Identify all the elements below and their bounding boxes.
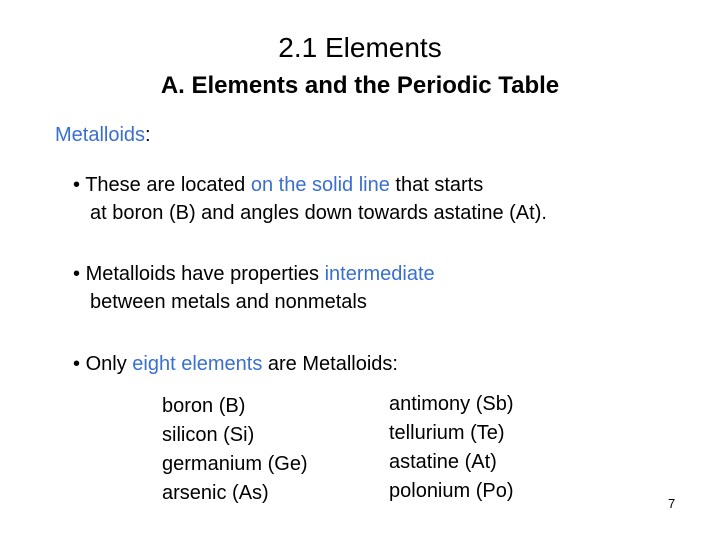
- bullet-count: [73, 350, 398, 378]
- bullet-count-text: Only: [80, 353, 133, 375]
- bullet-properties: [73, 260, 435, 316]
- page-number: 7: [668, 496, 676, 511]
- heading-label: Metalloids: [55, 124, 146, 146]
- list-item: boron (B): [162, 395, 246, 417]
- bullet-count-text-end: are Metalloids:: [262, 353, 398, 375]
- bullet-location-text: These are located: [80, 174, 251, 196]
- list-item: antimony (Sb): [389, 393, 514, 415]
- elements-list-right: [389, 390, 514, 506]
- slide-title: 2.1 Elements: [278, 32, 442, 63]
- bullet-count-line1: [73, 350, 398, 378]
- bullet-count-highlight: eight elements: [132, 353, 263, 375]
- bullet-location-text-end: that starts: [389, 174, 484, 196]
- elements-list-left: [162, 392, 308, 508]
- bullet-location: [73, 171, 547, 227]
- bullet-properties-line1: [73, 260, 435, 288]
- bullet-marker: •: [73, 174, 81, 196]
- bullet-marker: •: [73, 353, 81, 375]
- list-item: astatine (At): [389, 451, 497, 473]
- bullet-marker: •: [73, 263, 81, 285]
- list-item: arsenic (As): [162, 482, 269, 504]
- section-heading: [55, 124, 151, 147]
- slide-subtitle: A. Elements and the Periodic Table: [160, 72, 560, 99]
- bullet-location-line2: at boron (B) and angles down towards astatine (At).: [90, 202, 547, 224]
- heading-colon: :: [145, 124, 151, 146]
- bullet-location-line1: [73, 171, 547, 199]
- list-item: tellurium (Te): [389, 422, 505, 444]
- list-item: silicon (Si): [162, 424, 255, 446]
- bullet-properties-line2: between metals and nonmetals: [90, 291, 367, 313]
- bullet-properties-text: Metalloids have properties: [80, 263, 325, 285]
- list-item: polonium (Po): [389, 480, 514, 502]
- bullet-properties-highlight: intermediate: [324, 263, 435, 285]
- list-item: germanium (Ge): [162, 453, 308, 475]
- bullet-location-highlight: on the solid line: [250, 174, 390, 196]
